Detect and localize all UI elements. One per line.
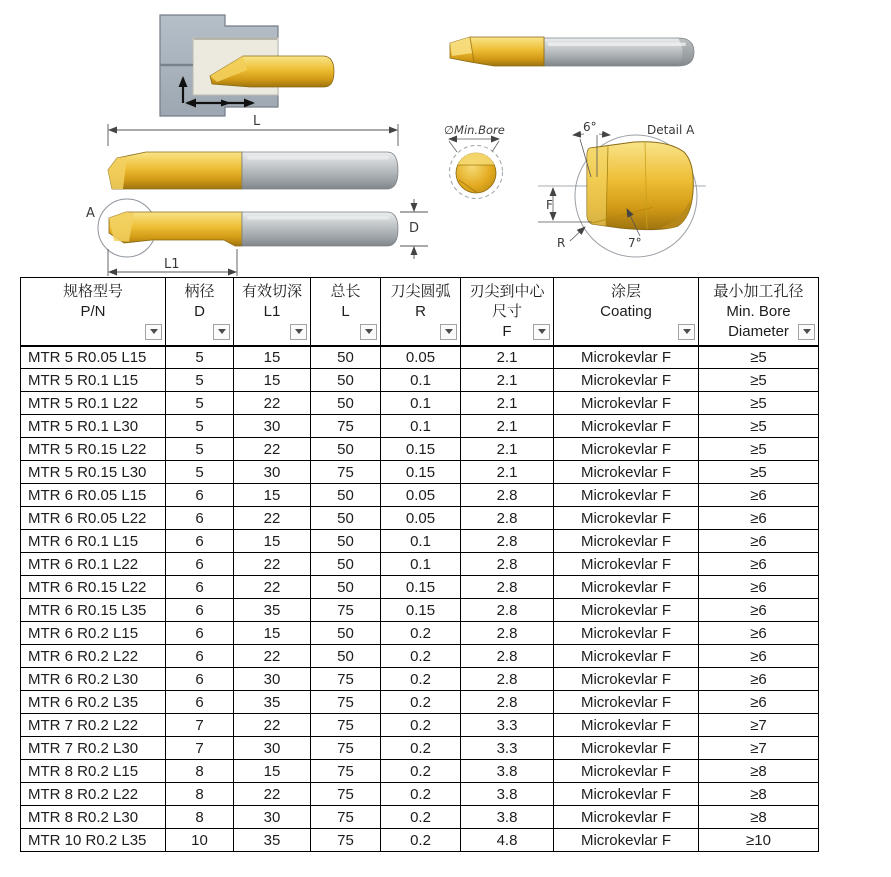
table-cell[interactable]: 0.1 — [381, 530, 461, 553]
column-header-d[interactable] — [166, 278, 234, 346]
table-cell[interactable]: 15 — [234, 760, 311, 783]
table-cell[interactable]: 50 — [311, 576, 381, 599]
table-cell[interactable]: 22 — [234, 714, 311, 737]
header-line: 有效切深 — [241, 283, 302, 300]
table-cell[interactable]: 3.3 — [461, 737, 554, 760]
table-cell[interactable]: MTR 7 R0.2 L22 — [21, 714, 166, 737]
column-header-l1[interactable] — [234, 278, 311, 346]
table-cell[interactable]: 50 — [311, 369, 381, 392]
header-line: 柄径 — [184, 283, 215, 300]
table-cell[interactable]: 15 — [234, 346, 311, 369]
table-cell[interactable]: Microkevlar F — [554, 553, 699, 576]
table-cell[interactable]: 35 — [234, 829, 311, 852]
table-cell[interactable]: 15 — [234, 484, 311, 507]
table-cell[interactable]: 2.8 — [461, 507, 554, 530]
table-cell[interactable]: 2.8 — [461, 645, 554, 668]
table-cell[interactable]: MTR 6 R0.2 L30 — [21, 668, 166, 691]
table-cell[interactable]: 6 — [166, 691, 234, 714]
header-line: D — [194, 303, 205, 320]
table-cell[interactable]: MTR 10 R0.2 L35 — [21, 829, 166, 852]
table-cell[interactable]: 0.15 — [381, 438, 461, 461]
table-cell[interactable]: Microkevlar F — [554, 737, 699, 760]
min-bore-diagram — [444, 123, 505, 199]
table-cell[interactable]: 22 — [234, 438, 311, 461]
table-cell[interactable]: 6 — [166, 599, 234, 622]
column-header-coating[interactable] — [554, 278, 699, 346]
table-cell[interactable]: 6 — [166, 530, 234, 553]
table-cell[interactable]: 5 — [166, 438, 234, 461]
header-line: 刀尖圆弧 — [390, 283, 451, 300]
table-cell[interactable]: 75 — [311, 714, 381, 737]
filter-dropdown-icon[interactable] — [290, 324, 307, 340]
table-cell[interactable]: 0.2 — [381, 829, 461, 852]
filter-dropdown-icon[interactable] — [440, 324, 457, 340]
header-line: Coating — [600, 303, 652, 320]
table-cell[interactable]: 5 — [166, 415, 234, 438]
nose-radius-label: R — [557, 236, 566, 250]
table-cell[interactable]: 6 — [166, 622, 234, 645]
table-cell[interactable]: 75 — [311, 806, 381, 829]
table-row — [21, 530, 819, 553]
table-cell[interactable]: 2.1 — [461, 369, 554, 392]
table-row — [21, 737, 819, 760]
table-cell[interactable]: 4.8 — [461, 829, 554, 852]
table-row — [21, 691, 819, 714]
column-header-pn[interactable] — [21, 278, 166, 346]
table-cell[interactable]: 2.1 — [461, 346, 554, 369]
shank-3d — [544, 38, 694, 66]
table-cell[interactable]: 30 — [234, 461, 311, 484]
table-cell[interactable]: Microkevlar F — [554, 691, 699, 714]
filter-dropdown-icon[interactable] — [213, 324, 230, 340]
table-cell[interactable]: MTR 6 R0.2 L35 — [21, 691, 166, 714]
table-cell[interactable]: 50 — [311, 530, 381, 553]
table-cell[interactable]: 50 — [311, 507, 381, 530]
table-cell[interactable]: Microkevlar F — [554, 645, 699, 668]
table-cell[interactable]: ≥7 — [699, 737, 819, 760]
table-cell[interactable]: Microkevlar F — [554, 829, 699, 852]
table-cell[interactable]: 3.3 — [461, 714, 554, 737]
table-cell[interactable]: 0.2 — [381, 668, 461, 691]
table-cell[interactable]: Microkevlar F — [554, 760, 699, 783]
front-angle-label: 6° — [583, 120, 597, 134]
header-line: Min. Bore — [726, 303, 791, 320]
table-cell[interactable]: 7 — [166, 714, 234, 737]
table-cell[interactable]: ≥6 — [699, 668, 819, 691]
column-header-min-bore[interactable] — [699, 278, 819, 346]
table-cell[interactable]: Microkevlar F — [554, 507, 699, 530]
table-cell[interactable]: MTR 5 R0.1 L30 — [21, 415, 166, 438]
table-cell[interactable]: ≥5 — [699, 346, 819, 369]
table-row — [21, 369, 819, 392]
table-cell[interactable]: Microkevlar F — [554, 806, 699, 829]
table-cell[interactable]: 2.8 — [461, 668, 554, 691]
dim-label-F: F — [546, 198, 553, 212]
table-row — [21, 415, 819, 438]
dim-label-D: D — [409, 221, 420, 236]
dim-label-L: L — [253, 114, 261, 129]
table-cell[interactable]: 75 — [311, 691, 381, 714]
table-cell[interactable]: 35 — [234, 691, 311, 714]
table-row — [21, 507, 819, 530]
table-cell[interactable]: 0.2 — [381, 714, 461, 737]
clearance-angle-label: 7° — [628, 236, 642, 250]
table-cell[interactable]: MTR 6 R0.15 L22 — [21, 576, 166, 599]
table-cell[interactable]: 50 — [311, 622, 381, 645]
table-cell[interactable]: 3.8 — [461, 760, 554, 783]
table-cell[interactable]: 50 — [311, 553, 381, 576]
header-row — [21, 278, 819, 346]
table-cell[interactable]: ≥6 — [699, 691, 819, 714]
table-cell[interactable]: 0.1 — [381, 392, 461, 415]
table-cell[interactable]: ≥8 — [699, 806, 819, 829]
table-cell[interactable]: MTR 5 R0.1 L22 — [21, 392, 166, 415]
table-cell[interactable]: 30 — [234, 806, 311, 829]
table-cell[interactable]: Microkevlar F — [554, 530, 699, 553]
table-cell[interactable]: 75 — [311, 415, 381, 438]
table-cell[interactable]: ≥8 — [699, 783, 819, 806]
table-cell[interactable]: 75 — [311, 783, 381, 806]
table-cell[interactable]: 30 — [234, 415, 311, 438]
table-cell[interactable]: ≥7 — [699, 714, 819, 737]
table-cell[interactable]: MTR 6 R0.2 L22 — [21, 645, 166, 668]
header-line: R — [415, 303, 426, 320]
header-line: 总长 — [330, 283, 361, 300]
table-cell[interactable]: 3.8 — [461, 783, 554, 806]
table-cell[interactable]: 2.8 — [461, 599, 554, 622]
table-cell[interactable]: 50 — [311, 645, 381, 668]
table-cell[interactable]: 10 — [166, 829, 234, 852]
table-cell[interactable]: ≥6 — [699, 576, 819, 599]
header-line: 规格型号 — [62, 283, 123, 300]
table-cell[interactable]: 30 — [234, 668, 311, 691]
table-cell[interactable]: 0.2 — [381, 806, 461, 829]
table-cell[interactable]: Microkevlar F — [554, 576, 699, 599]
table-row — [21, 553, 819, 576]
table-cell[interactable]: 2.1 — [461, 415, 554, 438]
table-cell[interactable]: 6 — [166, 645, 234, 668]
table-cell[interactable]: 22 — [234, 553, 311, 576]
table-cell[interactable]: ≥6 — [699, 553, 819, 576]
table-cell[interactable]: Microkevlar F — [554, 783, 699, 806]
table-cell[interactable]: 50 — [311, 484, 381, 507]
table-cell[interactable]: 15 — [234, 369, 311, 392]
table-cell[interactable]: 0.2 — [381, 737, 461, 760]
min-bore-label: ∅Min.Bore — [444, 123, 505, 137]
table-cell[interactable]: 0.05 — [381, 346, 461, 369]
table-cell[interactable]: 0.15 — [381, 461, 461, 484]
table-cell[interactable]: 0.1 — [381, 369, 461, 392]
table-cell[interactable]: MTR 6 R0.1 L22 — [21, 553, 166, 576]
table-cell[interactable]: 8 — [166, 783, 234, 806]
table-cell[interactable]: 0.2 — [381, 783, 461, 806]
table-cell[interactable]: 0.1 — [381, 415, 461, 438]
column-header-r[interactable] — [381, 278, 461, 346]
table-cell[interactable]: MTR 5 R0.1 L15 — [21, 369, 166, 392]
table-cell[interactable]: 0.15 — [381, 576, 461, 599]
table-cell[interactable]: 75 — [311, 737, 381, 760]
table-cell[interactable]: 6 — [166, 507, 234, 530]
table-row — [21, 645, 819, 668]
tool-3d-render — [450, 37, 694, 66]
table-row — [21, 806, 819, 829]
table-cell[interactable]: 2.8 — [461, 691, 554, 714]
table-cell[interactable]: 15 — [234, 622, 311, 645]
column-header-l[interactable] — [311, 278, 381, 346]
table-cell[interactable]: 3.8 — [461, 806, 554, 829]
table-cell[interactable]: 0.05 — [381, 484, 461, 507]
table-cell[interactable]: MTR 8 R0.2 L30 — [21, 806, 166, 829]
table-row — [21, 829, 819, 852]
table-row — [21, 484, 819, 507]
table-row — [21, 783, 819, 806]
table-cell[interactable]: 2.8 — [461, 622, 554, 645]
detail-a-diagram — [538, 120, 706, 257]
table-cell[interactable]: 5 — [166, 461, 234, 484]
workpiece-schematic — [160, 15, 334, 116]
table-cell[interactable]: 75 — [311, 461, 381, 484]
table-cell[interactable]: ≥5 — [699, 392, 819, 415]
nose-radius-leader — [570, 227, 585, 241]
filter-dropdown-icon[interactable] — [533, 324, 550, 340]
table-row — [21, 392, 819, 415]
header-line: L1 — [263, 303, 281, 320]
table-cell[interactable]: ≥6 — [699, 507, 819, 530]
table-cell[interactable]: Microkevlar F — [554, 346, 699, 369]
header-line: 涂层 — [610, 283, 641, 300]
table-cell[interactable]: 2.8 — [461, 484, 554, 507]
table-cell[interactable]: Microkevlar F — [554, 392, 699, 415]
table-cell[interactable]: Microkevlar F — [554, 622, 699, 645]
table-cell[interactable]: 22 — [234, 783, 311, 806]
table-cell[interactable]: MTR 7 R0.2 L30 — [21, 737, 166, 760]
table-cell[interactable]: MTR 6 R0.05 L15 — [21, 484, 166, 507]
table-cell[interactable]: 0.2 — [381, 622, 461, 645]
spec-table — [20, 277, 819, 852]
table-row — [21, 346, 819, 369]
table-cell[interactable]: 5 — [166, 346, 234, 369]
header-line: P/N — [80, 303, 106, 320]
table-cell[interactable]: 2.8 — [461, 553, 554, 576]
table-cell[interactable]: 75 — [311, 599, 381, 622]
table-cell[interactable]: 0.1 — [381, 553, 461, 576]
table-cell[interactable]: 0.15 — [381, 599, 461, 622]
table-cell[interactable]: 6 — [166, 668, 234, 691]
table-cell[interactable]: 50 — [311, 438, 381, 461]
table-cell[interactable]: 22 — [234, 392, 311, 415]
table-cell[interactable]: 8 — [166, 760, 234, 783]
header-line: L — [341, 303, 350, 320]
spec-table-body — [21, 346, 819, 852]
table-cell[interactable]: ≥6 — [699, 530, 819, 553]
table-cell[interactable]: Microkevlar F — [554, 369, 699, 392]
table-row — [21, 668, 819, 691]
side-view-detail — [86, 199, 428, 276]
table-cell[interactable]: 2.8 — [461, 530, 554, 553]
table-cell[interactable]: 75 — [311, 668, 381, 691]
table-cell[interactable]: 0.2 — [381, 691, 461, 714]
filter-dropdown-icon[interactable] — [360, 324, 377, 340]
table-cell[interactable]: ≥8 — [699, 760, 819, 783]
table-cell[interactable]: MTR 6 R0.2 L15 — [21, 622, 166, 645]
table-cell[interactable]: MTR 5 R0.15 L22 — [21, 438, 166, 461]
table-row — [21, 576, 819, 599]
table-cell[interactable]: Microkevlar F — [554, 415, 699, 438]
table-cell[interactable]: Microkevlar F — [554, 461, 699, 484]
table-row — [21, 438, 819, 461]
detail-a-title: Detail A — [647, 123, 695, 137]
table-cell[interactable]: 15 — [234, 530, 311, 553]
table-row — [21, 714, 819, 737]
header-line: 尺寸 — [491, 303, 522, 320]
table-row — [21, 760, 819, 783]
detail-callout-label: A — [86, 206, 95, 221]
table-row — [21, 622, 819, 645]
table-cell[interactable]: ≥5 — [699, 438, 819, 461]
table-cell[interactable]: 2.1 — [461, 461, 554, 484]
table-cell[interactable]: 0.2 — [381, 645, 461, 668]
table-cell[interactable]: 6 — [166, 553, 234, 576]
table-cell[interactable]: 0.2 — [381, 760, 461, 783]
table-cell[interactable]: 2.1 — [461, 392, 554, 415]
table-cell[interactable]: Microkevlar F — [554, 484, 699, 507]
table-cell[interactable]: 2.8 — [461, 576, 554, 599]
table-cell[interactable]: 5 — [166, 392, 234, 415]
filter-dropdown-icon[interactable] — [798, 324, 815, 340]
table-cell[interactable]: 50 — [311, 392, 381, 415]
table-cell[interactable]: 22 — [234, 507, 311, 530]
table-cell[interactable]: 0.05 — [381, 507, 461, 530]
header-line: Diameter — [728, 323, 789, 340]
filter-dropdown-icon[interactable] — [678, 324, 695, 340]
table-cell[interactable]: 6 — [166, 484, 234, 507]
table-cell[interactable]: Microkevlar F — [554, 668, 699, 691]
header-line: 最小加工孔径 — [713, 283, 804, 300]
table-cell[interactable]: MTR 5 R0.15 L30 — [21, 461, 166, 484]
table-cell[interactable]: 35 — [234, 599, 311, 622]
gold-head-side — [108, 152, 242, 189]
table-cell[interactable]: 75 — [311, 760, 381, 783]
table-cell[interactable]: ≥5 — [699, 461, 819, 484]
table-cell[interactable]: 75 — [311, 829, 381, 852]
table-cell[interactable]: 5 — [166, 369, 234, 392]
table-cell[interactable]: MTR 6 R0.15 L35 — [21, 599, 166, 622]
table-cell[interactable]: 2.1 — [461, 438, 554, 461]
dim-label-L1: L1 — [164, 257, 180, 272]
table-cell[interactable]: 22 — [234, 576, 311, 599]
table-cell[interactable]: ≥10 — [699, 829, 819, 852]
table-cell[interactable]: 22 — [234, 645, 311, 668]
table-cell[interactable]: ≥6 — [699, 599, 819, 622]
table-cell[interactable]: ≥6 — [699, 484, 819, 507]
header-line: F — [502, 323, 512, 340]
table-cell[interactable]: MTR 6 R0.05 L22 — [21, 507, 166, 530]
technical-drawing — [0, 0, 891, 277]
table-cell[interactable]: ≥5 — [699, 415, 819, 438]
table-cell[interactable]: 50 — [311, 346, 381, 369]
table-cell[interactable]: 8 — [166, 806, 234, 829]
table-cell[interactable]: 30 — [234, 737, 311, 760]
table-cell[interactable]: Microkevlar F — [554, 714, 699, 737]
table-cell[interactable]: ≥6 — [699, 645, 819, 668]
table-cell[interactable]: MTR 8 R0.2 L22 — [21, 783, 166, 806]
table-cell[interactable]: Microkevlar F — [554, 438, 699, 461]
table-cell[interactable]: MTR 5 R0.05 L15 — [21, 346, 166, 369]
column-header-f[interactable] — [461, 278, 554, 346]
side-view-total-length — [108, 114, 398, 189]
filter-dropdown-icon[interactable] — [145, 324, 162, 340]
header-line: 刃尖到中心 — [469, 283, 545, 300]
table-cell[interactable]: ≥6 — [699, 622, 819, 645]
table-cell[interactable]: ≥5 — [699, 369, 819, 392]
table-cell[interactable]: MTR 6 R0.1 L15 — [21, 530, 166, 553]
table-cell[interactable]: 7 — [166, 737, 234, 760]
table-row — [21, 461, 819, 484]
table-row — [21, 599, 819, 622]
table-cell[interactable]: 6 — [166, 576, 234, 599]
table-cell[interactable]: MTR 8 R0.2 L15 — [21, 760, 166, 783]
table-cell[interactable]: Microkevlar F — [554, 599, 699, 622]
